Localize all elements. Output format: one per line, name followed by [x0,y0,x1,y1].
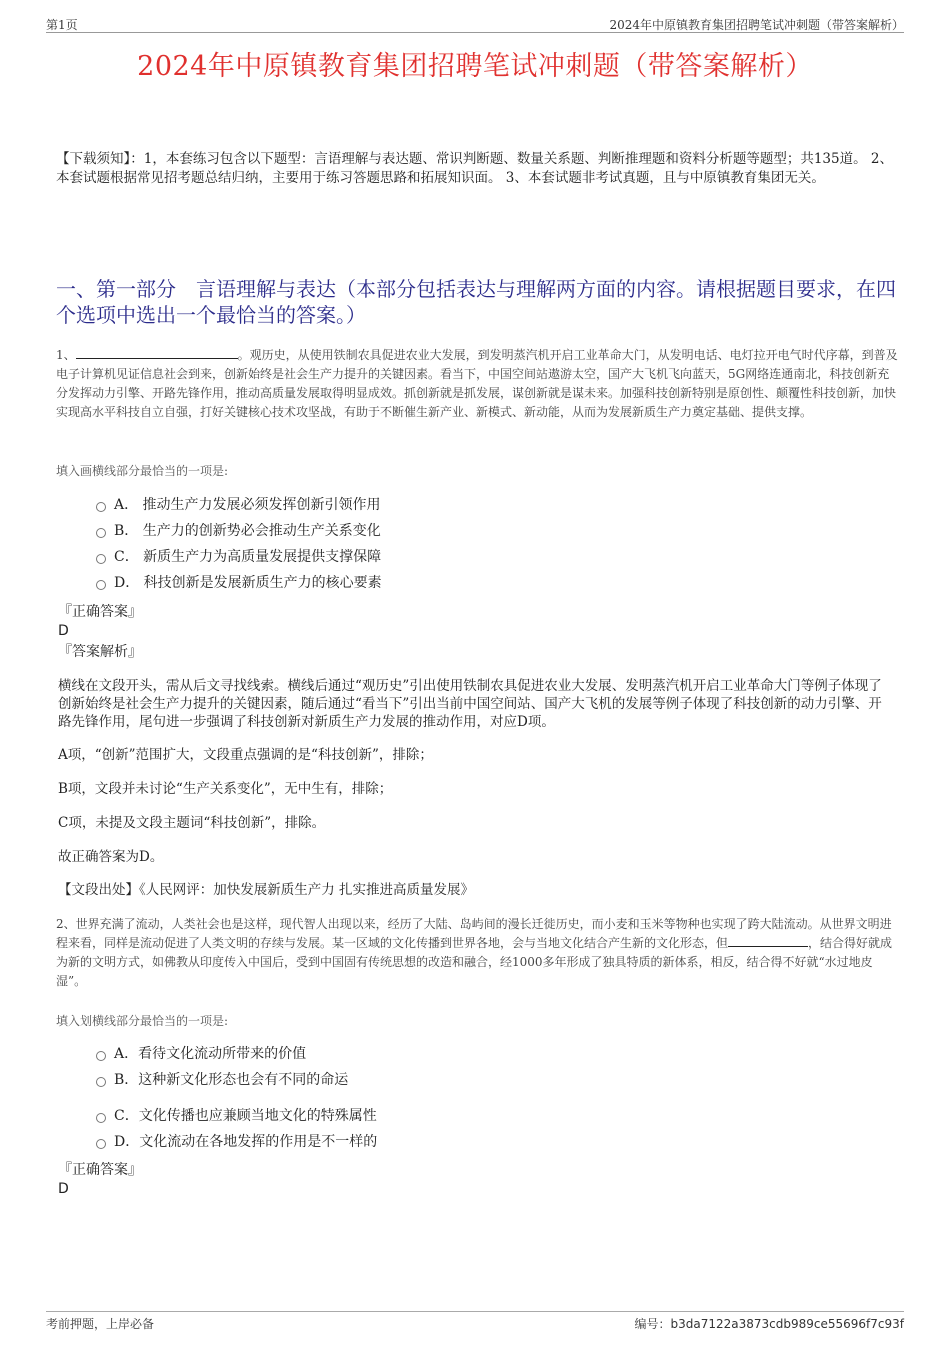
radio-icon[interactable] [96,1077,106,1087]
analysis-paragraph: 横线在文段开头，需从后文寻找线索。横线后通过“观历史”引出使用铁制农具促进农业大发展、发明蒸汽机开启工业革命大门等例子体现了创新始终是社会生产力提升的关键因素，随后通过“看当下”引出当前中国空间站、国产大飞机的发展等例子体现了科技创新的动力引擎、开路先锋作用，尾句进一步强调了科技创新对新质生产力发展的推动作用，对应D项。 [58,678,882,730]
question-1-answer-label: 『正确答案』 [58,604,142,620]
question-1-option-d[interactable]: D． 科技创新是发展新质生产力的核心要素 [96,573,382,593]
analysis-paragraph: C项，未提及文段主题词“科技创新”，排除。 [58,815,326,831]
question-2-option-b[interactable]: B．这种新文化形态也会有不同的命运 [96,1070,348,1090]
radio-icon[interactable] [96,580,106,590]
page-title: 2024年中原镇教育集团招聘笔试冲刺题（带答案解析） [137,51,813,82]
analysis-paragraph: 故正确答案为D。 [58,849,164,865]
question-1-option-b[interactable]: B． 生产力的创新势必会推动生产关系变化 [96,521,381,541]
source-citation: 【文段出处】《人民网评：加快发展新质生产力 扎实推进高质量发展》 [58,882,475,898]
header-doc-title: 2024年中原镇教育集团招聘笔试冲刺题（带答案解析） [609,18,904,32]
page-number: 第1页 [46,18,78,32]
footer-slogan: 考前押题，上岸必备 [46,1317,155,1331]
footer-doc-id: 编号：b3da7122a3873cdb989ce55696f7c93f [634,1317,904,1331]
question-1-answer: D [58,623,69,639]
question-1-body: 。观历史，从使用铁制农具促进农业大发展，到发明蒸汽机开启工业革命大门，从发明电话、电灯拉开电气时代序幕，到普及电子计算机见证信息社会到来，创新始终是社会生产力提升的关键因素。看当下，中国空间站遨游太空，国产大飞机飞向蓝天，5G网络连通南北，科技创新充分发挥动力引擎、开路先锋作用，推动高质量发展取得明显成效。抓创新就是抓发展，谋创新就是谋未来。加强科技创新特别是原创性、颠覆性科技创新，加快实现高水平科技自立自强，打好关键核心技术攻坚战，有助于不断催生新产业、新模式、新动能，从而为发展新质生产力奠定基础、提供支撑。 [56,348,898,419]
question-2-option-a[interactable]: A．看待文化流动所带来的价值 [96,1044,306,1064]
question-1-prompt: 填入画横线部分最恰当的一项是: [56,464,229,478]
question-1-number: 1、 [56,348,76,362]
analysis-paragraph: B项，文段并未讨论“生产关系变化”，无中生有，排除； [58,781,393,797]
question-2-option-c[interactable]: C．文化传播也应兼顾当地文化的特殊属性 [96,1106,377,1126]
fill-blank [76,346,238,359]
fill-blank [728,934,808,947]
question-1-option-c[interactable]: C． 新质生产力为高质量发展提供支撑保障 [96,547,381,567]
question-1-option-a[interactable]: A． 推动生产力发展必须发挥创新引领作用 [96,495,381,515]
radio-icon[interactable] [96,554,106,564]
question-1-text [56,346,898,422]
analysis-paragraph: A项，“创新”范围扩大，文段重点强调的是“科技创新”，排除； [58,747,433,763]
radio-icon[interactable] [96,502,106,512]
question-1-analysis-label: 『答案解析』 [58,644,142,660]
download-notice: 【下载须知】：1，本套练习包含以下题型：言语理解与表达题、常识判断题、数量关系题、判断推理题和资料分析题等题型；共135道。 2、本套试题根据常见招考题总结归纳，主要用于练习答题思路和拓展知识面。 3、本套试题非考试真题，且与中原镇教育集团无关。 [56,151,893,186]
radio-icon[interactable] [96,1113,106,1123]
radio-icon[interactable] [96,528,106,538]
section-title: 一、第一部分 言语理解与表达（本部分包括表达与理解两方面的内容。请根据题目要求，在四个选项中选出一个最恰当的答案。） [56,277,896,327]
question-2-body-end: ，结合得好就成为新的文明方式，如佛教从印度传入中国后，受到中国固有传统思想的改造和融合，经1000多年形成了独具特质的新体系，相反，结合得不好就“水过地皮湿”。 [56,936,893,988]
question-2-option-d[interactable]: D．文化流动在各地发挥的作用是不一样的 [96,1132,377,1152]
page-footer [46,1311,904,1330]
radio-icon[interactable] [96,1139,106,1149]
question-2-body-start: 2、世界充满了流动，人类社会也是这样，现代智人出现以来，经历了大陆、岛屿间的漫长迁徙历史，而小麦和玉米等物种也实现了跨大陆流动。从世界文明进程来看，同样是流动促进了人类文明的存续与发展。某一区域的文化传播到世界各地，会与当地文化结合产生新的文化形态，但 [56,917,892,950]
question-2-prompt: 填入划横线部分最恰当的一项是: [56,1014,229,1028]
radio-icon[interactable] [96,1051,106,1061]
question-2-answer: D [58,1181,69,1197]
question-2-answer-label: 『正确答案』 [58,1162,142,1178]
question-2-text [56,915,898,991]
page-header [46,14,904,33]
